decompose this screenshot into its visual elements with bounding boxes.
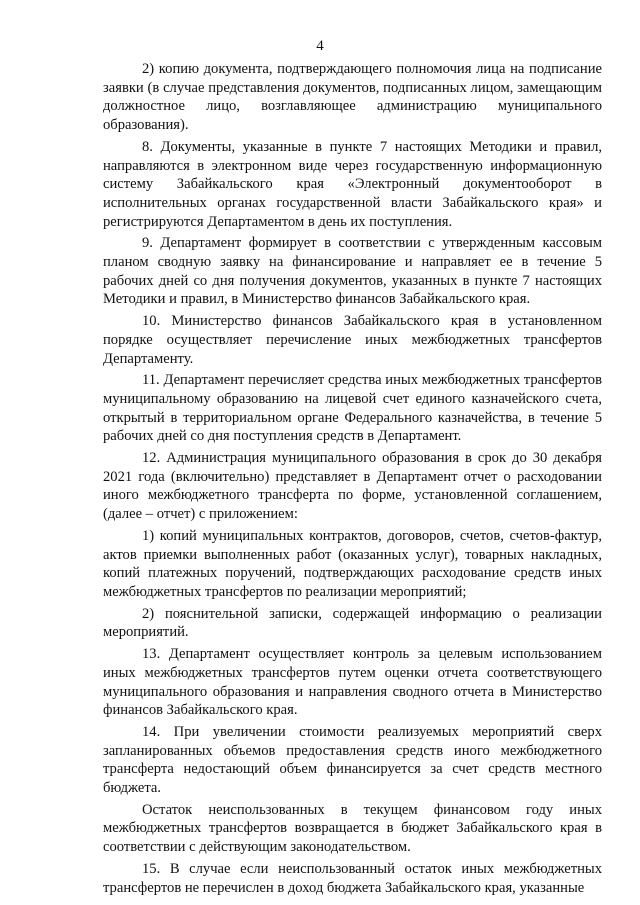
page-number: 4 (316, 38, 324, 54)
paragraph-12-1-copies: 1) копий муниципальных контрактов, договоров, счетов, счетов-фактур, актов приемки выполненных работ (оказанных услуг), товарных накладных, копий платежных поручений, подтверждающих расходование средств иных межбюджетных трансфертов по реализации мероприятий; (103, 527, 602, 600)
paragraph-14-cost-increase: 14. При увеличении стоимости реализуемых мероприятий сверх запланированных объемов предоставления средств иного межбюджетного трансферта недостающий объем финансируется за счет средств местного бюджета. (103, 723, 602, 797)
paragraph-15-unused-balance: 15. В случае если неиспользованный остаток иных межбюджетных трансфертов не перечислен в доход бюджета Забайкальского края, указанные (103, 860, 602, 896)
paragraph-8-documents: 8. Документы, указанные в пункте 7 настоящих Методики и правил, направляются в электронном виде через государственную информационную систему Забайкальского края «Электронный документооборот в исполнительных органах государственной власти Забайкальского края» и регистрируются Департаментом в день их поступления. (103, 138, 602, 230)
paragraph-9-department-request: 9. Департамент формирует в соответствии с утвержденным кассовым планом сводную заявку на финансирование и направляет ее в течение 5 рабочих дней со дня получения документов, указанных в пункте 7 настоящих Методики и правил, в Министерство финансов Забайкальского края. (103, 235, 602, 308)
document-body (103, 60, 602, 900)
paragraph-13-control: 13. Департамент осуществляет контроль за целевым использованием иных межбюджетных трансфертов путем оценки отчета соответствующего муниципального образования и направления сводного отчета в Министерство финансов Забайкальского края. (103, 646, 602, 719)
paragraph-14-remainder: Остаток неиспользованных в текущем финансовом году иных межбюджетных трансфертов возвращается в бюджет Забайкальского края в соответствии с действующим законодательством. (103, 801, 602, 856)
paragraph-10-ministry-transfer: 10. Министерство финансов Забайкальского края в установленном порядке осуществляет перечисление иных межбюджетных трансфертов Департаменту. (103, 313, 602, 367)
paragraph-12-report: 12. Администрация муниципального образования в срок до 30 декабря 2021 года (включительно) представляет в Департамент отчет о расходовании иного межбюджетного трансферта по форме, установленной соглашением, (далее – отчет) с приложением: (103, 450, 602, 523)
paragraph-2-copy-of-document: 2) копию документа, подтверждающего полномочия лица на подписание заявки (в случае представления документов, подписанных лицом, замещающим должностное лицо, возглавляющее администрацию муниципального образования). (103, 61, 602, 134)
paragraph-11-department-transfer: 11. Департамент перечисляет средства иных межбюджетных трансфертов муниципальному образованию на лицевой счет единого казначейского счета, открытый в территориальном органе Федерального казначейства, в течение 5 рабочих дней со дня поступления средств в Департамент. (103, 372, 602, 445)
paragraph-12-2-explanatory-note: 2) пояснительной записки, содержащей информацию о реализации мероприятий. (103, 605, 602, 641)
